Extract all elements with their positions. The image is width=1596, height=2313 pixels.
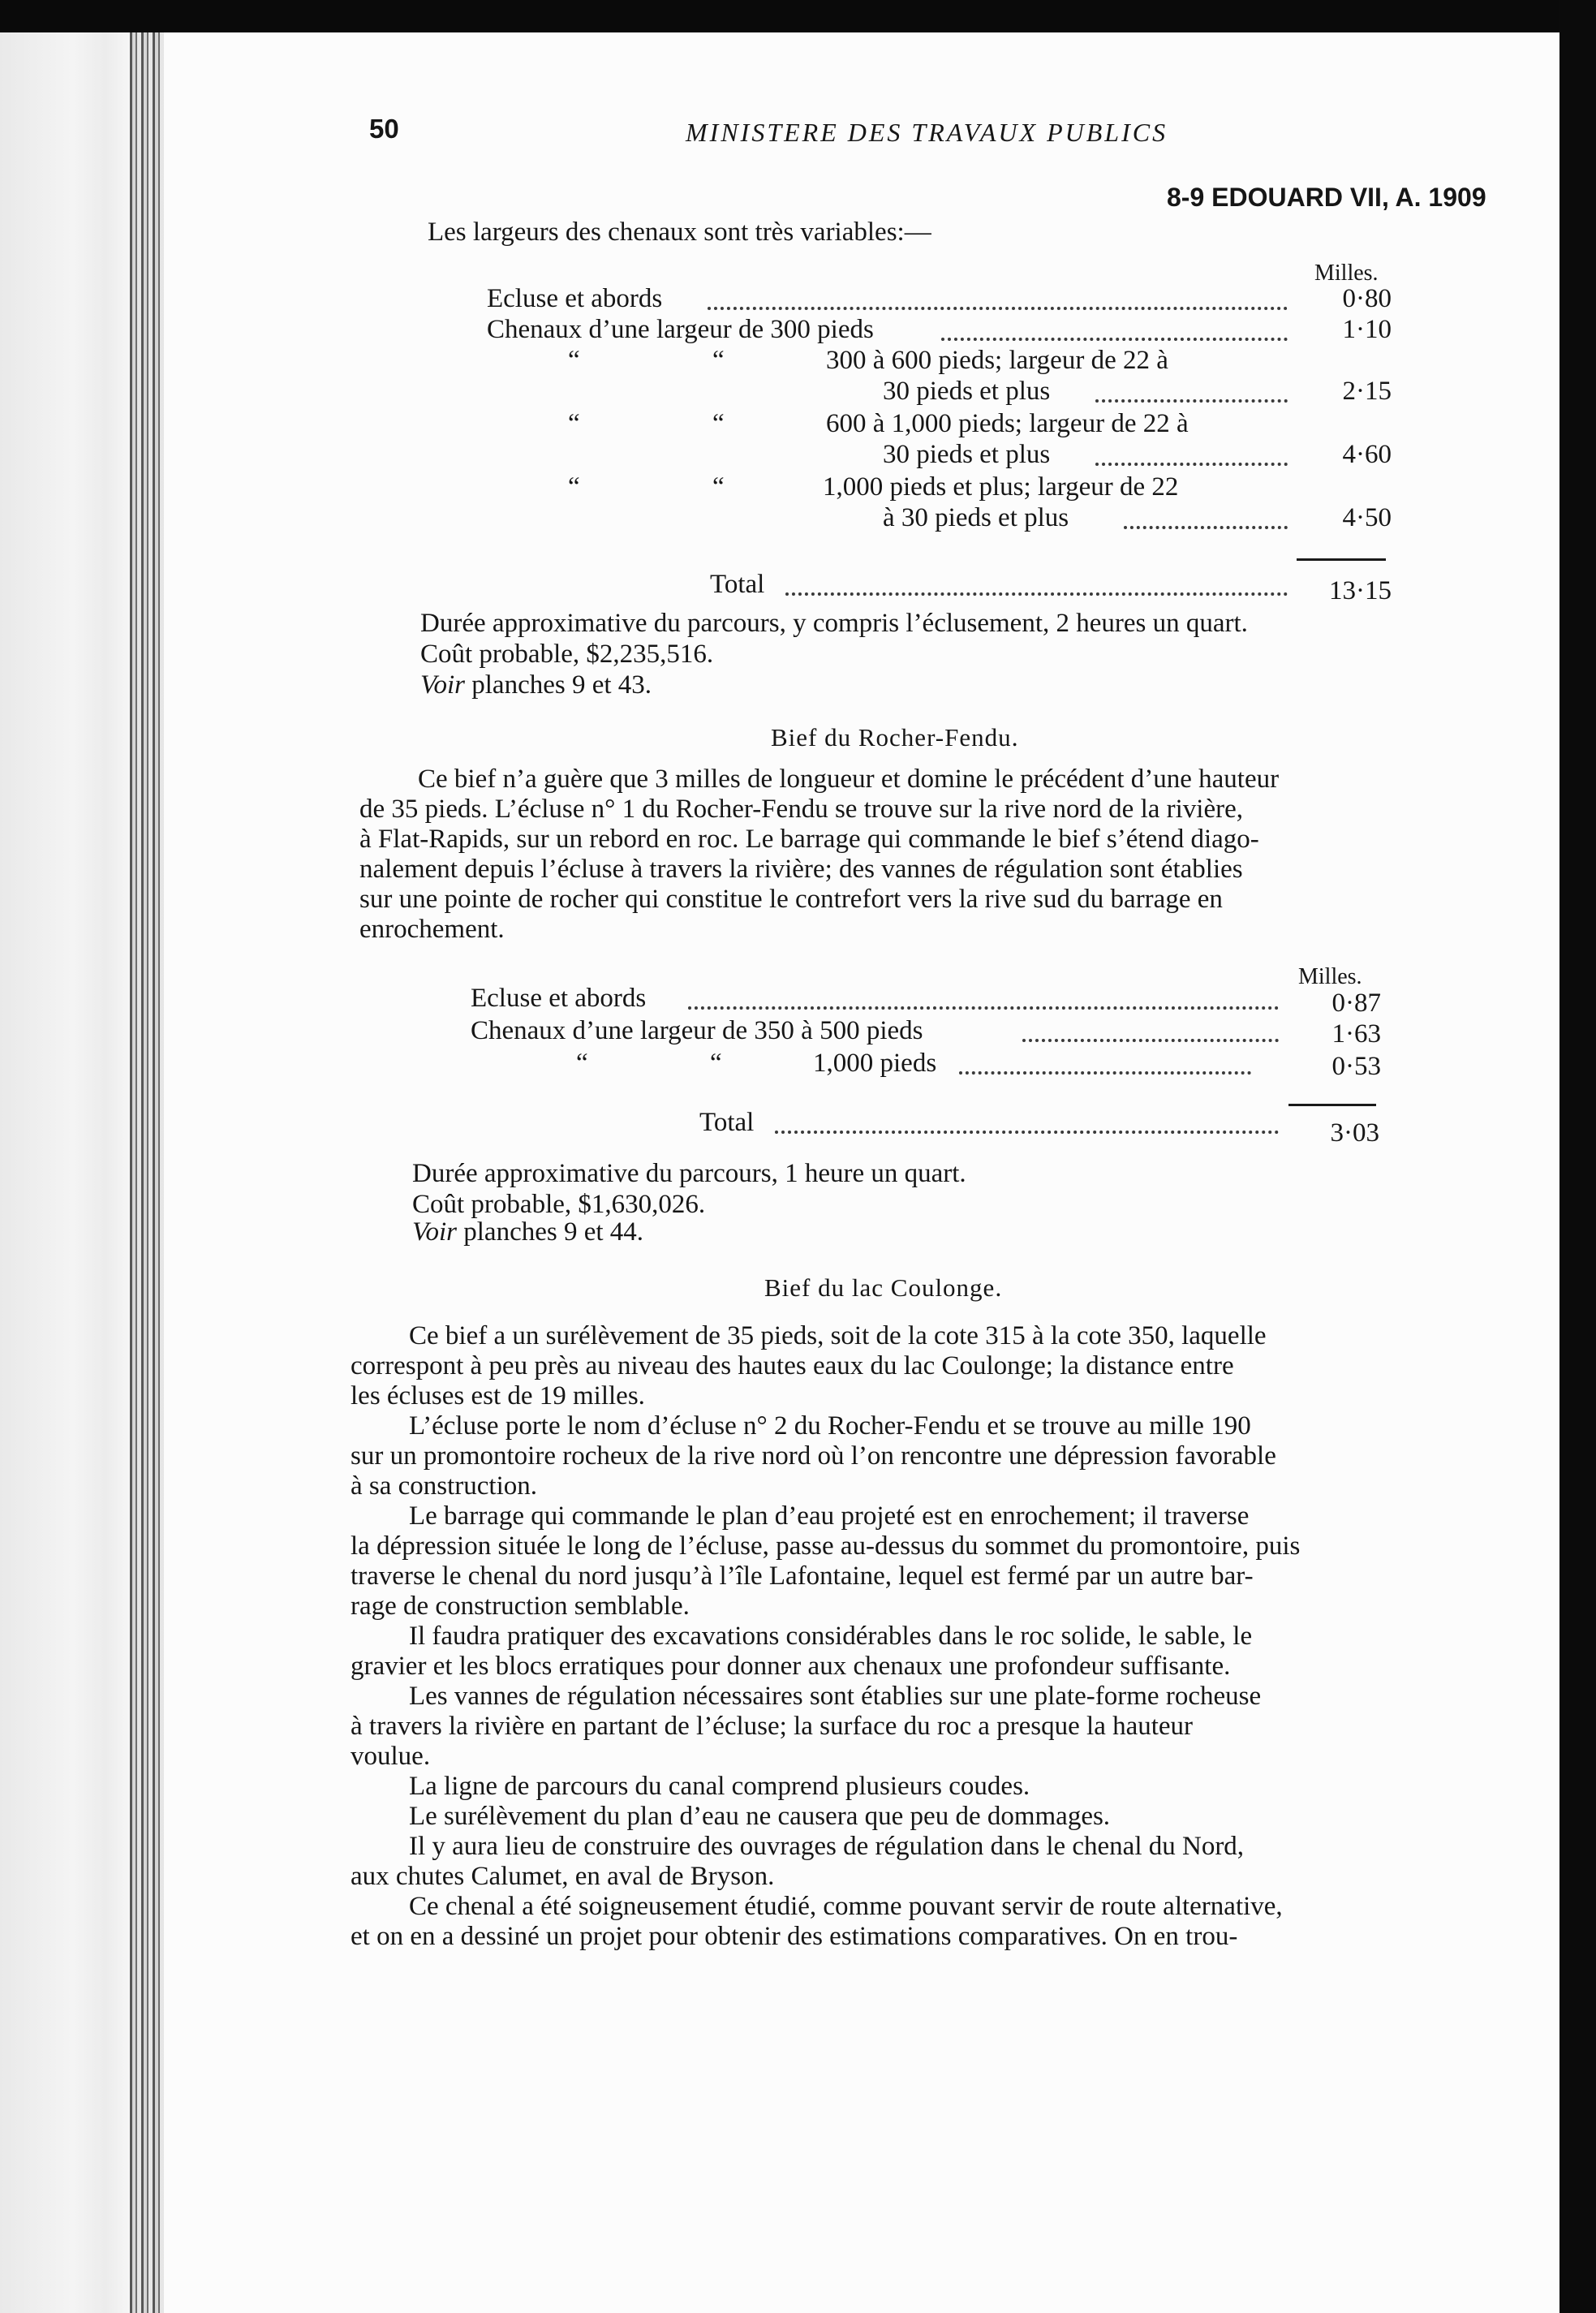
voir-word: Voir (420, 670, 466, 700)
book-binding-edge (130, 32, 164, 2313)
section2-row-label: Chenaux d’une largeur de 350 à 500 pieds (471, 1016, 923, 1045)
paragraph-line: Le barrage qui commande le plan d’eau projeté est en enrochement; il traverse (409, 1501, 1250, 1531)
dot-leader (708, 307, 1288, 310)
section1-row-label: 600 à 1,000 pieds; largeur de 22 à (826, 409, 1189, 438)
dot-leader (775, 1131, 1279, 1134)
ditto-mark: “ (712, 409, 725, 438)
paragraph-line: les écluses est de 19 milles. (351, 1381, 645, 1411)
ditto-mark: “ (710, 1049, 722, 1078)
paragraph-line: Ce chenal a été soigneusement étudié, comme pouvant servir de route alternative, (409, 1892, 1283, 1921)
section2-row-value: 0·87 (1331, 989, 1381, 1018)
paragraph-line: L’écluse porte le nom d’écluse n° 2 du Rocher-Fendu et se trouve au mille 190 (409, 1411, 1251, 1441)
section1-cost: Coût probable, $2,235,516. (420, 640, 714, 669)
section1-intro: Les largeurs des chenaux sont très variables:— (428, 218, 931, 247)
paragraph-line: traverse le chenal du nord jusqu’à l’île Lafontaine, lequel est fermé par un autre bar- (351, 1561, 1254, 1591)
section2-unit: Milles. (1298, 964, 1362, 989)
paragraph-line: Il faudra pratiquer des excavations considérables dans le roc solide, le sable, le (409, 1622, 1253, 1651)
ditto-mark: “ (712, 472, 725, 502)
section1-row-label-cont: à 30 pieds et plus (883, 503, 1069, 532)
paragraph-line: et on en a dessiné un projet pour obtenir des estimations comparatives. On en trou- (351, 1922, 1238, 1951)
session-reference: 8-9 EDOUARD VII, A. 1909 (1167, 183, 1486, 212)
paragraph-line: sur une pointe de rocher qui constitue le contrefort vers la rive sud du barrage en (359, 885, 1223, 914)
dot-leader (959, 1071, 1251, 1075)
dot-leader (688, 1006, 1279, 1010)
section2-row-label: Ecluse et abords (471, 984, 647, 1013)
ditto-mark: “ (576, 1049, 588, 1078)
section1-row-label: 1,000 pieds et plus; largeur de 22 (823, 472, 1179, 502)
paragraph-line: à Flat-Rapids, sur un rebord en roc. Le barrage qui commande le bief s’étend diago- (359, 825, 1259, 854)
dot-leader (785, 592, 1288, 596)
dot-leader (1124, 526, 1288, 529)
dot-leader (1095, 399, 1288, 403)
paragraph-line: gravier et les blocs erratiques pour donner aux chenaux une profondeur suffisante. (351, 1652, 1231, 1681)
paragraph-line: à sa construction. (351, 1471, 538, 1501)
ditto-mark: “ (568, 346, 580, 375)
section2-row-label: 1,000 pieds (813, 1049, 937, 1078)
heading-end: . (995, 1273, 1003, 1302)
scan-top-border (0, 0, 1596, 32)
section2-paragraph (359, 765, 1495, 945)
voir-rest: planches 9 et 44. (463, 1217, 644, 1247)
paragraph-line: voulue. (351, 1742, 431, 1771)
paragraph-line: La ligne de parcours du canal comprend plusieurs coudes. (409, 1772, 1030, 1801)
section2-duration: Durée approximative du parcours, 1 heure un quart. (412, 1159, 966, 1188)
section2-cost: Coût probable, $1,630,026. (412, 1190, 706, 1219)
heading-name: Rocher-Fendu (858, 723, 1012, 752)
section1-total-label: Total (710, 570, 765, 599)
section1-row-label-cont: 30 pieds et plus (883, 440, 1051, 469)
paragraph-line: à travers la rivière en partant de l’écluse; la surface du roc a presque la hauteur (351, 1712, 1194, 1741)
voir-word: Voir (412, 1217, 458, 1247)
page-number: 50 (369, 114, 399, 144)
paragraph-line: rage de construction semblable. (351, 1592, 690, 1621)
heading-name: Coulonge (890, 1273, 996, 1302)
section1-row-value: 0·80 (1342, 284, 1392, 313)
paragraph-line: Le surélèvement du plan d’eau ne causera que peu de dommages. (409, 1802, 1111, 1831)
ditto-mark: “ (568, 472, 580, 502)
section1-row-label: Ecluse et abords (487, 284, 663, 313)
paragraph-line: de 35 pieds. L’écluse n° 1 du Rocher-Fendu se trouve sur la rive nord de la rivière, (359, 795, 1243, 824)
section1-row-label: Chenaux d’une largeur de 300 pieds (487, 315, 874, 344)
scan-left-margin (0, 32, 130, 2313)
heading-prefix: Bief du lac (764, 1273, 891, 1302)
paragraph-line: Ce bief n’a guère que 3 milles de longueur et domine le précédent d’une hauteur (418, 765, 1280, 794)
paragraph-line: correspont à peu près au niveau des hautes eaux du lac Coulonge; la distance entre (351, 1351, 1234, 1380)
section1-voir (420, 670, 652, 700)
section1-row-label: 300 à 600 pieds; largeur de 22 à (826, 346, 1168, 375)
section2-total-label: Total (699, 1108, 755, 1137)
section2-voir (412, 1217, 643, 1247)
paragraph-line: nalement depuis l’écluse à travers la rivière; des vannes de régulation sont établies (359, 855, 1243, 884)
paragraph-line: aux chutes Calumet, en aval de Bryson. (351, 1862, 775, 1891)
section1-row-value: 2·15 (1342, 377, 1392, 406)
ditto-mark: “ (712, 346, 725, 375)
paragraph-line: Les vannes de régulation nécessaires sont établies sur une plate-forme rocheuse (409, 1682, 1262, 1711)
sum-rule (1288, 1104, 1376, 1106)
sum-rule (1297, 558, 1386, 561)
dot-leader (1095, 463, 1288, 466)
section1-row-value: 4·50 (1342, 503, 1392, 532)
dot-leader (1022, 1039, 1279, 1042)
section2-row-value: 0·53 (1331, 1052, 1381, 1081)
paragraph-line: enrochement. (359, 915, 505, 944)
ditto-mark: “ (568, 409, 580, 438)
section1-row-label-cont: 30 pieds et plus (883, 377, 1051, 406)
section1-total-value: 13·15 (1329, 576, 1392, 605)
section1-row-value: 4·60 (1342, 440, 1392, 469)
running-title: MINISTERE DES TRAVAUX PUBLICS (686, 118, 1168, 147)
section2-heading (771, 722, 1019, 752)
section2-row-value: 1·63 (1331, 1019, 1381, 1049)
voir-rest: planches 9 et 43. (471, 670, 652, 700)
paragraph-line: Il y aura lieu de construire des ouvrages de régulation dans le chenal du Nord, (409, 1832, 1245, 1861)
section1-duration: Durée approximative du parcours, y compris l’éclusement, 2 heures un quart. (420, 609, 1248, 638)
section3-heading (764, 1273, 1002, 1303)
section1-unit: Milles. (1314, 261, 1379, 286)
dot-leader (941, 338, 1288, 341)
section1-row-value: 1·10 (1342, 315, 1392, 344)
heading-end: . (1011, 722, 1019, 752)
paragraph-line: la dépression située le long de l’écluse, passe au-dessus du sommet du promontoire, puis (351, 1531, 1301, 1561)
section2-total-value: 3·03 (1330, 1118, 1379, 1148)
section3-body (351, 1321, 1486, 1952)
paragraph-line: Ce bief a un surélèvement de 35 pieds, soit de la cote 315 à la cote 350, laquelle (409, 1321, 1267, 1350)
scan-right-border (1559, 0, 1596, 2313)
heading-prefix: Bief du (771, 723, 858, 752)
paragraph-line: sur un promontoire rocheux de la rive nord où l’on rencontre une dépression favorable (351, 1441, 1276, 1471)
